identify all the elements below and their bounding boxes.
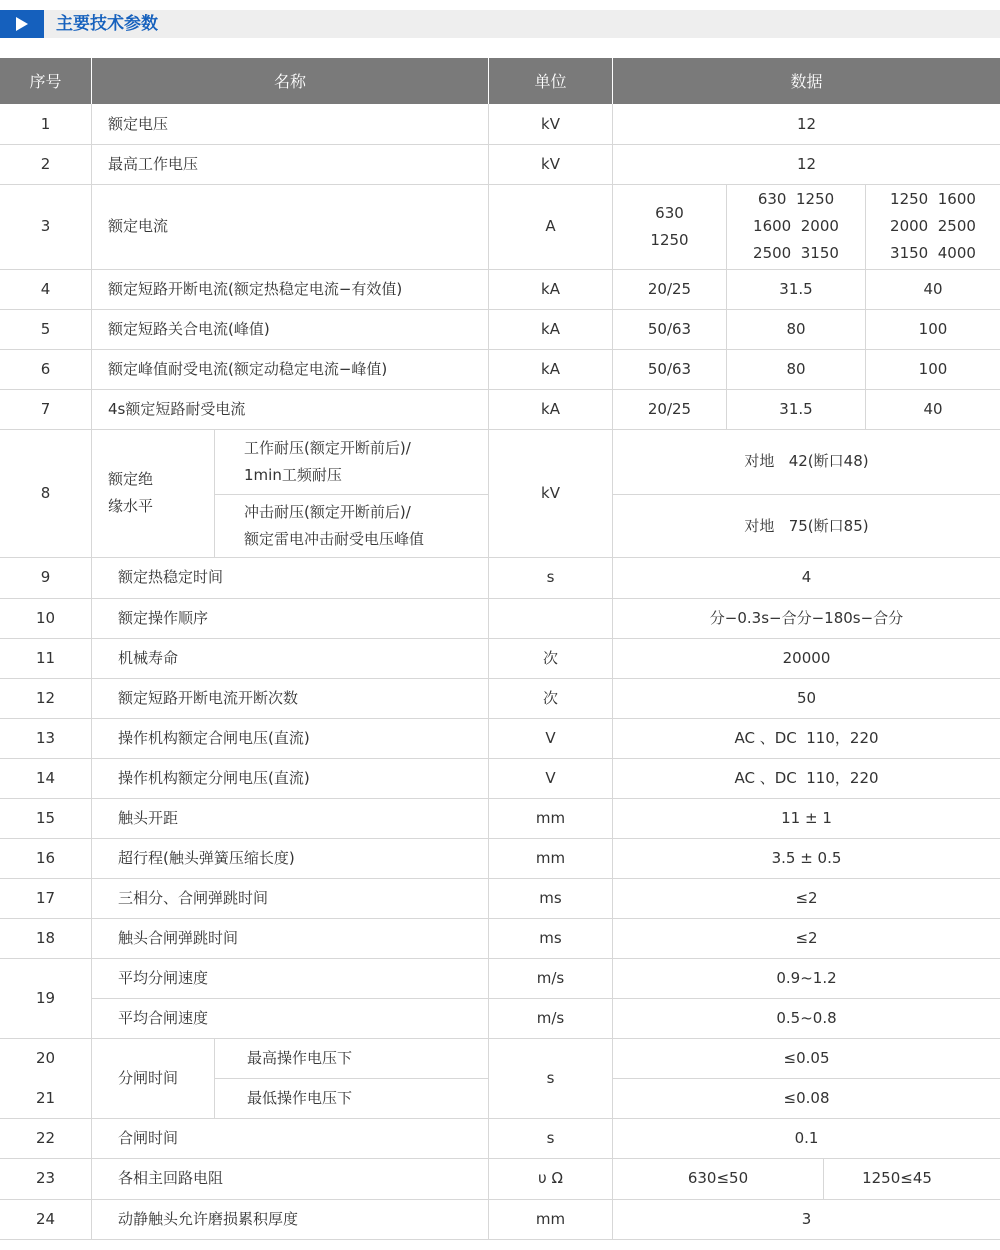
parameter-name: 操作机构额定分闸电压(直流) [118, 768, 310, 787]
value-cell: ≤0.08 [783, 1088, 830, 1107]
unit-cell: ms [539, 888, 562, 907]
value-cell: 100 [918, 319, 948, 338]
value-cell: 50/63 [647, 359, 692, 378]
row-number: 9 [40, 568, 51, 586]
row-number: 20 [35, 1048, 56, 1067]
value-cell: 100 [918, 359, 948, 378]
header-data: 数据 [613, 58, 1000, 104]
value-cell: 80 [786, 319, 806, 338]
value-cell: 20000 [782, 648, 831, 667]
parameter-name: 额定短路关合电流(峰值) [108, 319, 270, 338]
section-marker [0, 10, 44, 38]
value-cell: 12 [796, 114, 817, 133]
row-number: 17 [35, 888, 56, 907]
parameter-name: 三相分、合闸弹跳时间 [118, 888, 269, 907]
unit-cell: kA [541, 319, 560, 338]
value-cell: 50 [796, 688, 817, 707]
sub-parameter-name: 工作耐压(额定开断前后)/ 1min工频耐压 [244, 438, 411, 484]
parameter-name: 机械寿命 [118, 648, 179, 667]
unit-cell: s [546, 1068, 555, 1087]
value-cell: 12 [796, 154, 817, 173]
row-number: 21 [35, 1088, 56, 1107]
value-cell: 630 1250 [650, 203, 689, 249]
parameter-name: 最高工作电压 [108, 154, 199, 173]
value-cell: 0.5~0.8 [776, 1008, 837, 1027]
section-title: 主要技术参数 [56, 14, 158, 34]
value-cell: ≤2 [795, 928, 818, 947]
unit-cell: kV [541, 114, 560, 133]
sub-parameter-name: 最低操作电压下 [247, 1088, 353, 1107]
value-cell: 分−0.3s−合分−180s−合分 [709, 608, 904, 627]
parameter-name: 额定峰值耐受电流(额定动稳定电流−峰值) [108, 359, 388, 378]
unit-cell: V [545, 768, 556, 787]
row-number: 12 [35, 688, 56, 707]
play-arrow-icon [16, 17, 28, 31]
value-cell: ≤2 [795, 888, 818, 907]
row-number: 2 [40, 154, 51, 173]
parameter-name: 额定电流 [108, 217, 169, 235]
unit-cell: m/s [536, 1008, 565, 1027]
value-cell: 对地 75(断口85) [744, 516, 869, 535]
unit-cell: mm [535, 848, 566, 867]
value-cell: 31.5 [779, 279, 813, 298]
value-cell: 3 [801, 1209, 812, 1228]
row-number: 3 [40, 217, 51, 235]
row-number: 1 [40, 114, 51, 133]
unit-cell: s [546, 568, 555, 586]
parameter-name: 触头合闸弹跳时间 [118, 928, 239, 947]
unit-cell: υ Ω [538, 1169, 563, 1187]
value-cell: 0.9~1.2 [776, 968, 837, 987]
unit-cell: ms [539, 928, 562, 947]
row-number: 7 [40, 399, 51, 418]
row-number: 14 [35, 768, 56, 787]
value-cell: 1250≤45 [862, 1169, 932, 1187]
parameter-name: 各相主回路电阻 [118, 1169, 224, 1187]
sub-parameter-name: 最高操作电压下 [247, 1048, 353, 1067]
row-number: 19 [35, 988, 56, 1007]
value-cell: 40 [923, 279, 943, 298]
value-cell: 4 [801, 568, 812, 586]
unit-cell [489, 598, 612, 638]
row-number: 8 [40, 483, 51, 502]
value-cell: 3.5 ± 0.5 [771, 848, 842, 867]
parameter-name: 平均分闸速度 [118, 968, 209, 987]
value-cell: 630≤50 [687, 1169, 749, 1187]
parameter-name: 分闸时间 [118, 1068, 179, 1087]
unit-cell: kV [541, 154, 560, 173]
parameter-name: 额定绝 缘水平 [108, 470, 154, 515]
row-number: 22 [35, 1128, 56, 1147]
value-cell: AC 、DC 110，220 [734, 768, 879, 787]
parameter-name: 额定操作顺序 [118, 608, 209, 627]
parameter-name: 平均合闸速度 [118, 1008, 209, 1027]
unit-cell: s [546, 1128, 555, 1147]
header-name: 名称 [92, 58, 488, 104]
row-number: 5 [40, 319, 51, 338]
parameter-name: 额定电压 [108, 114, 169, 133]
row-number: 24 [35, 1209, 56, 1228]
unit-cell: V [545, 728, 556, 747]
unit-cell: mm [535, 1209, 566, 1228]
header-no: 序号 [0, 58, 91, 104]
value-cell: 1250 1600 2000 2500 3150 4000 [890, 190, 976, 262]
row-number: 4 [40, 279, 51, 298]
parameter-name: 额定短路开断电流(额定热稳定电流−有效值) [108, 279, 403, 298]
unit-cell: m/s [536, 968, 565, 987]
value-cell: ≤0.05 [783, 1048, 830, 1067]
unit-cell: kV [541, 483, 560, 502]
parameter-name: 额定短路开断电流开断次数 [118, 688, 299, 707]
value-cell: 50/63 [647, 319, 692, 338]
parameter-name: 超行程(触头弹簧压缩长度) [118, 848, 295, 867]
section-header [0, 10, 1000, 38]
value-cell: 20/25 [647, 399, 692, 418]
parameter-name: 4s额定短路耐受电流 [108, 399, 246, 418]
parameter-name: 触头开距 [118, 808, 179, 827]
row-number: 11 [35, 648, 56, 667]
parameter-name: 动静触头允许磨损累积厚度 [118, 1209, 299, 1228]
row-number: 6 [40, 359, 51, 378]
value-cell: 40 [923, 399, 943, 418]
value-cell: 31.5 [779, 399, 813, 418]
row-number: 16 [35, 848, 56, 867]
row-number: 13 [35, 728, 56, 747]
unit-cell: A [545, 217, 556, 235]
value-cell: 20/25 [647, 279, 692, 298]
parameter-name: 合闸时间 [118, 1128, 179, 1147]
value-cell: 对地 42(断口48) [744, 452, 869, 470]
value-cell: 80 [786, 359, 806, 378]
unit-cell: kA [541, 359, 560, 378]
value-cell: 630 1250 1600 2000 2500 3150 [753, 190, 839, 262]
unit-cell: 次 [542, 688, 558, 707]
row-number: 10 [35, 608, 56, 627]
unit-cell: 次 [542, 648, 558, 667]
value-cell: AC 、DC 110，220 [734, 728, 879, 747]
row-number: 15 [35, 808, 56, 827]
parameter-name: 操作机构额定合闸电压(直流) [118, 728, 310, 747]
unit-cell: kA [541, 399, 560, 418]
sub-parameter-name: 冲击耐压(额定开断前后)/ 额定雷电冲击耐受电压峰值 [244, 503, 425, 548]
value-cell: 11 ± 1 [781, 808, 832, 827]
value-cell: 0.1 [794, 1128, 819, 1147]
parameter-name: 额定热稳定时间 [118, 568, 224, 586]
row-number: 18 [35, 928, 56, 947]
unit-cell: kA [541, 279, 560, 298]
header-unit: 单位 [489, 58, 612, 104]
row-number: 23 [35, 1169, 56, 1187]
unit-cell: mm [535, 808, 566, 827]
